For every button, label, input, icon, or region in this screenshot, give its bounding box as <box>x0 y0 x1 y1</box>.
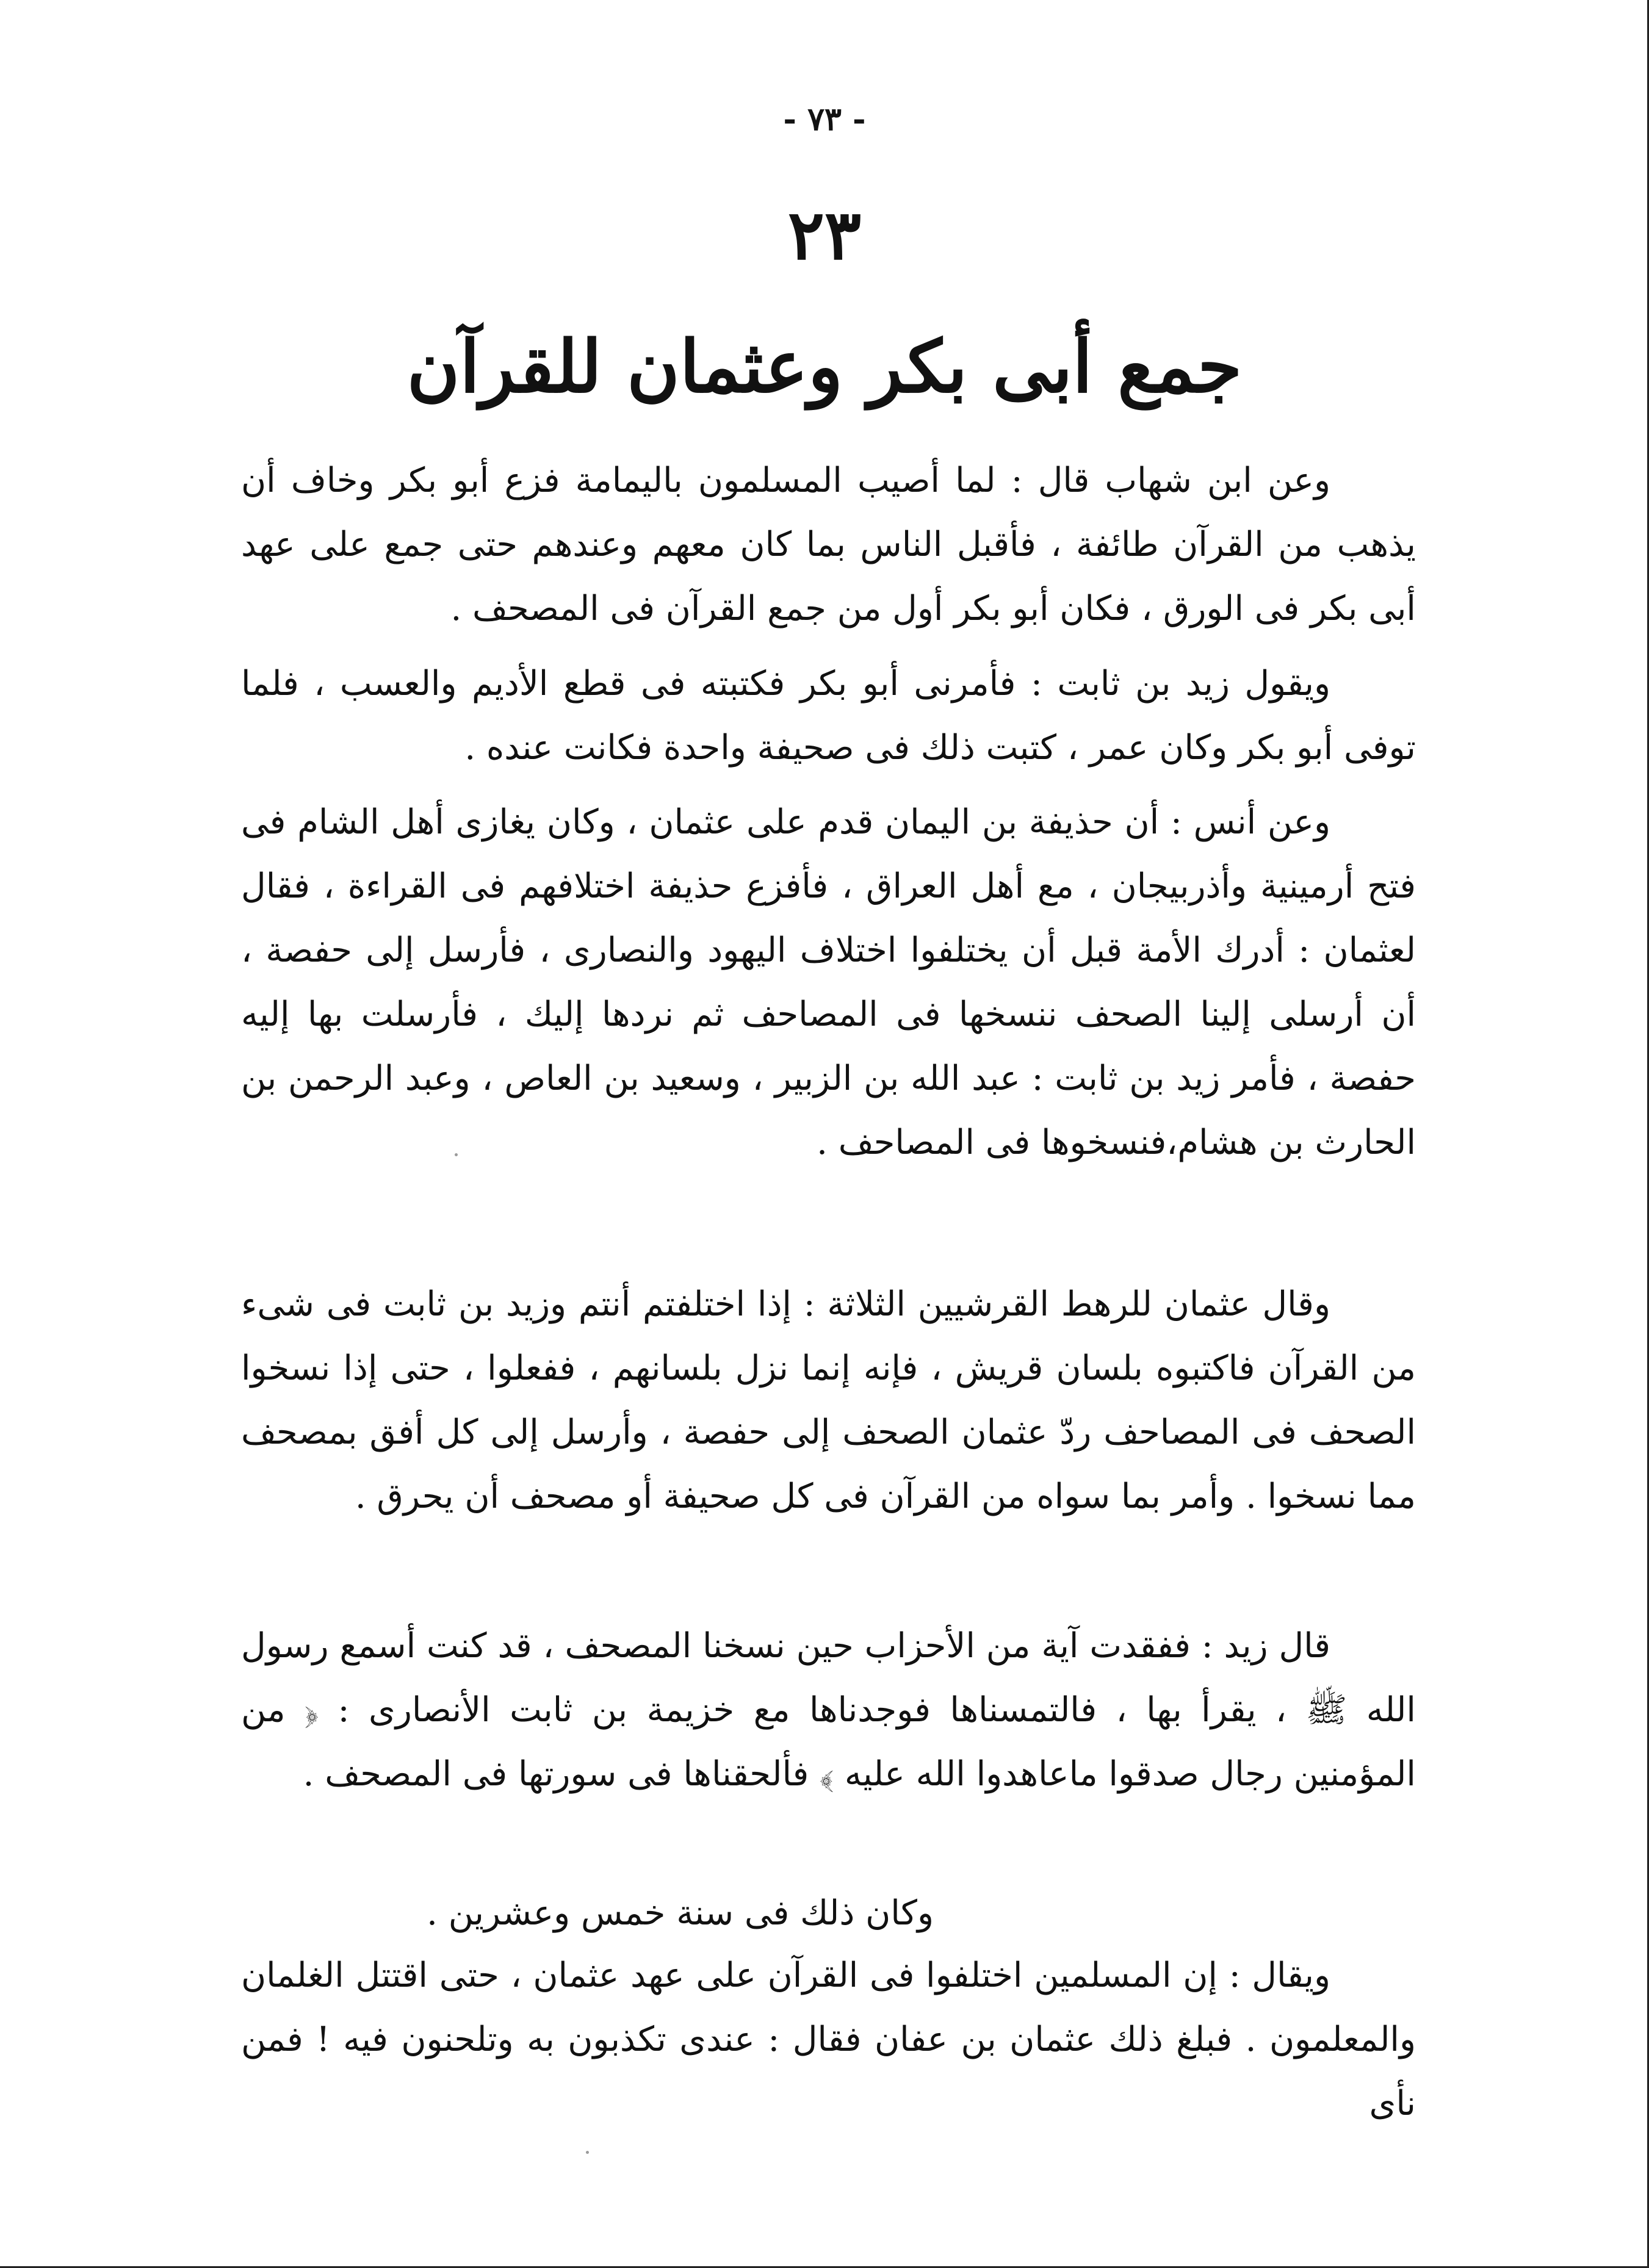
paragraph-text: قال زيد : ففقدت آية من الأحزاب حين نسخنا المصحف ، قد كنت أسمع رسول الله ﷺ ، يقرأ بها ، فالتمسناها فوجدناها مع خزيمة بن ثابت الأنصارى : ﴿ من المؤمنين رجال صدقوا ماعاهدوا الله عليه ﴾ فألحقناها فى سورتها فى المصحف . <box>241 1626 1416 1794</box>
paragraph-anas <box>241 790 1416 1175</box>
paragraph-zayd <box>241 652 1416 780</box>
page-number: - ٧٣ - <box>783 101 866 138</box>
paragraph-missing-verse <box>241 1614 1416 1806</box>
paragraph-text: وقال عثمان للرهط القرشيين الثلاثة : إذا اختلفتم أنتم وزيد بن ثابت فى شىء من القرآن فاكتبوه بلسان قريش ، فإنه إنما نزل بلسانهم ، ففعلوا ، حتى إذا نسخوا الصحف فى المصاحف ردّ عثمان الصحف إلى حفصة ، وأرسل إلى كل أفق بمصحف مما نسخوا . وأمر بما سواه من القرآن فى كل صحيفة أو مصحف أن يحرق . <box>241 1284 1416 1516</box>
scan-speck <box>586 2151 589 2154</box>
paragraph-year <box>241 1881 1416 1945</box>
paragraph-text: ويقول زيد بن ثابت : فأمرنى أبو بكر فكتبته فى قطع الأديم والعسب ، فلما توفى أبو بكر وكان عمر ، كتبت ذلك فى صحيفة واحدة فكانت عنده . <box>241 664 1416 768</box>
paragraph-text: وعن ابن شهاب قال : لما أصيب المسلمون باليمامة فزع أبو بكر وخاف أن يذهب من القرآن طائفة ، فأقبل الناس بما كان معهم وعندهم حتى جمع على عهد أبى بكر فى الورق ، فكان أبو بكر أول من جمع القرآن فى المصحف . <box>241 461 1416 628</box>
paragraph-ibn-shihab <box>241 448 1416 641</box>
paragraph-dispute <box>241 1943 1416 2136</box>
paragraph-text: وعن أنس : أن حذيفة بن اليمان قدم على عثمان ، وكان يغازى أهل الشام فى فتح أرمينية وأذربيجان ، مع أهل العراق ، فأفزع حذيفة اختلافهم فى القراءة ، فقال لعثمان : أدرك الأمة قبل أن يختلفوا اختلاف اليهود والنصارى ، فأرسل إلى حفصة ، أن أرسلى إلينا الصحف ننسخها فى المصاحف ثم نردها إليك ، فأرسلت بها إليه حفصة ، فأمر زيد بن ثابت : عبد الله بن الزبير ، وسعيد بن العاص ، وعبد الرحمن بن الحارث بن هشام،فنسخوها فى المصاحف . <box>241 802 1416 1162</box>
chapter-number: ٢٣ <box>787 195 862 275</box>
scan-speck <box>455 1153 458 1156</box>
paragraph-text: ويقال : إن المسلمين اختلفوا فى القرآن على عهد عثمان ، حتى اقتتل الغلمان والمعلمون . فبلغ ذلك عثمان بن عفان فقال : عندى تكذبون به وتلحنون فيه ! فمن نأى <box>241 1956 1416 2123</box>
paragraph-uthman <box>241 1272 1416 1528</box>
paragraph-text: وكان ذلك فى سنة خمس وعشرين . <box>427 1893 934 1933</box>
chapter-title: جمع أبى بكر وعثمان للقرآن <box>406 324 1243 409</box>
